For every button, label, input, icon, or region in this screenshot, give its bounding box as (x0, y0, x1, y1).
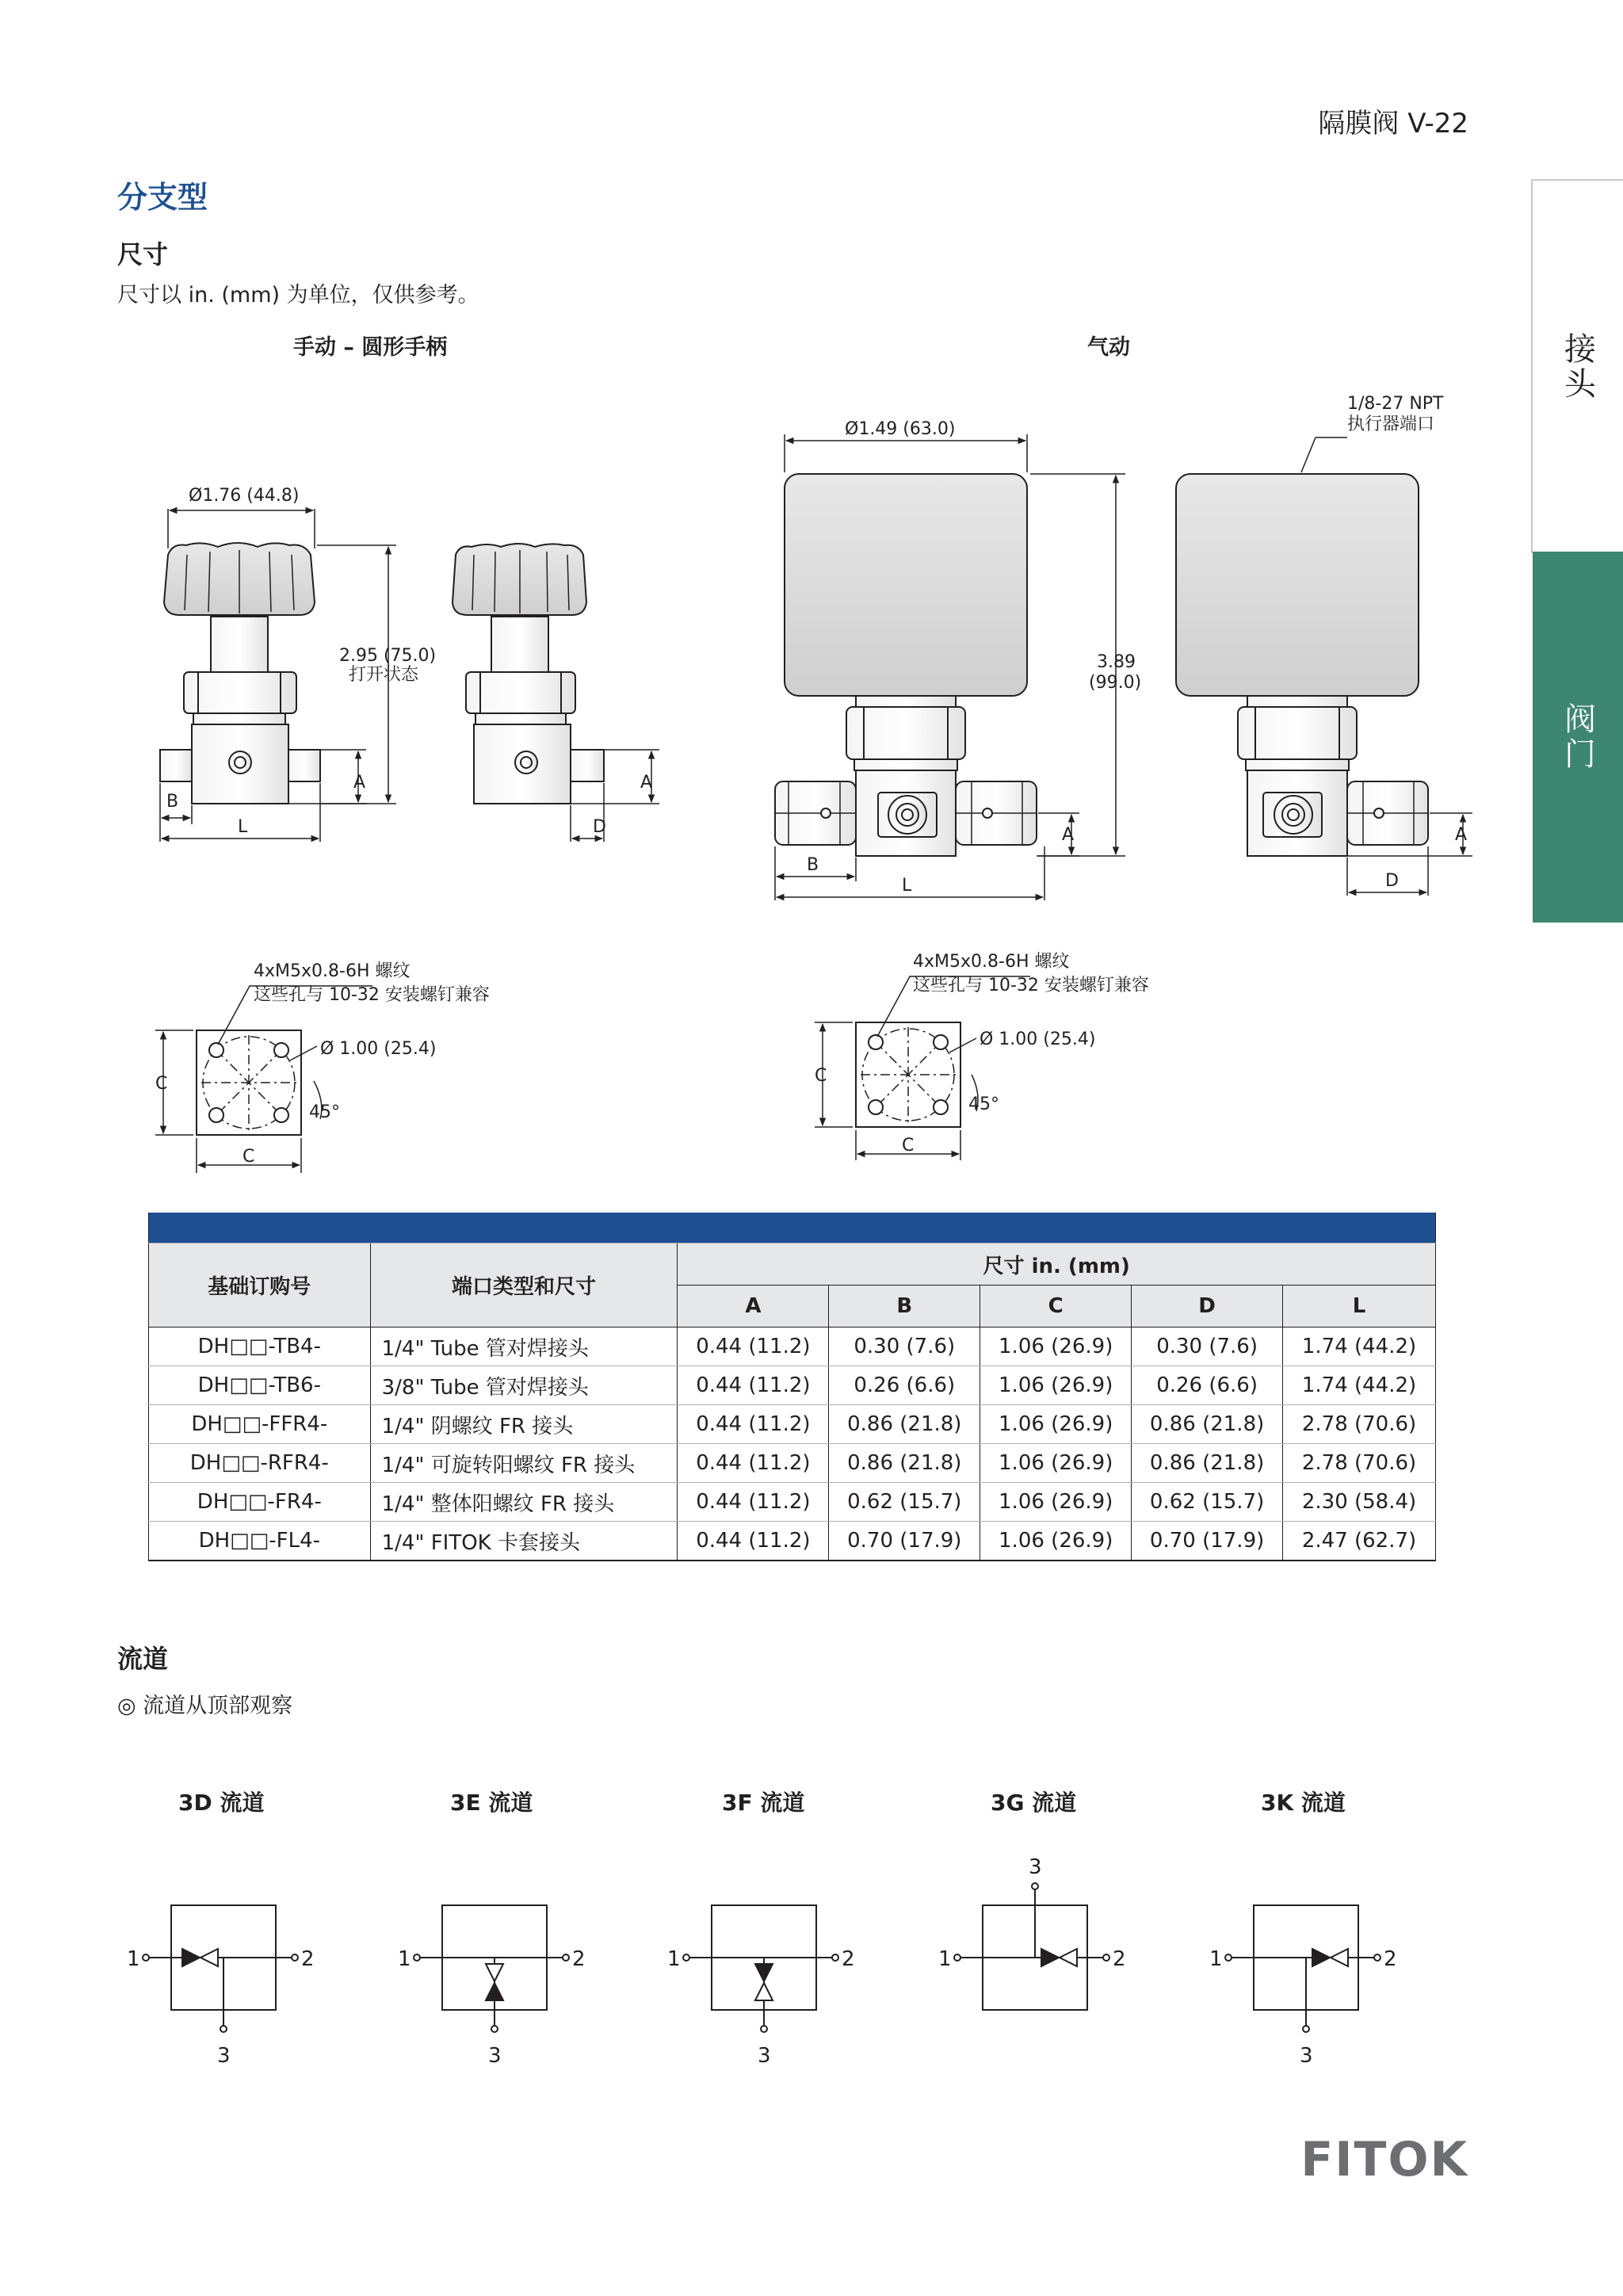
pneumatic-d-label: D (1385, 871, 1399, 891)
pneumatic-b-label: B (807, 855, 819, 875)
dimension-table (148, 1213, 1436, 1561)
flow-3f-p3: 3 (758, 2044, 771, 2068)
dimensions-note: 尺寸以 in. (mm) 为单位，仅供参考。 (117, 283, 479, 308)
cell-b: 0.70 (17.9) (829, 1522, 980, 1561)
cell-a: 0.44 (11.2) (678, 1366, 829, 1405)
cell-part: DH□□-FR4- (149, 1483, 371, 1522)
manual-l-label: L (238, 817, 248, 837)
port-note: 执行器端口 (1347, 415, 1435, 434)
thread-label-manual: 4xM5x0.8-6H 螺纹 (254, 961, 411, 981)
manual-d-label: D (593, 817, 606, 837)
cell-b: 0.62 (15.7) (829, 1483, 980, 1522)
cell-b: 0.30 (7.6) (829, 1328, 980, 1366)
manual-valve-side (453, 544, 604, 804)
bolt-circle-pneumatic: Ø 1.00 (25.4) (980, 1030, 1096, 1049)
table-row (149, 1328, 1436, 1366)
cell-part: DH□□-FFR4- (149, 1405, 371, 1444)
cell-d: 0.30 (7.6) (1132, 1328, 1283, 1366)
section-title: 分支型 (117, 180, 208, 215)
flow-3e-p3: 3 (488, 2044, 502, 2068)
cell-d: 0.86 (21.8) (1132, 1444, 1283, 1483)
flow-3g-p3: 3 (1029, 1855, 1042, 1879)
cell-a: 0.44 (11.2) (678, 1328, 829, 1366)
cell-port: 1/4" Tube 管对焊接头 (370, 1328, 678, 1366)
angle-pneumatic: 45° (968, 1095, 999, 1114)
cell-a: 0.44 (11.2) (678, 1444, 829, 1483)
cell-a: 0.44 (11.2) (678, 1522, 829, 1561)
cell-d: 0.86 (21.8) (1132, 1405, 1283, 1444)
thread-note-manual: 这些孔与 10-32 安装螺钉兼容 (254, 985, 490, 1005)
cell-a: 0.44 (11.2) (678, 1405, 829, 1444)
pneumatic-valve-side (1176, 474, 1428, 856)
manual-valve-front (160, 543, 320, 804)
cell-part: DH□□-RFR4- (149, 1444, 371, 1483)
c-label-manual-h: C (242, 1147, 255, 1167)
manual-dia-label: Ø1.76 (44.8) (189, 486, 300, 506)
c-label-pneumatic-h: C (902, 1136, 915, 1156)
col-part-number: 基础订购号 (149, 1244, 371, 1328)
col-c: C (980, 1286, 1132, 1328)
cell-c: 1.06 (26.9) (980, 1522, 1132, 1561)
cell-l: 2.78 (70.6) (1283, 1444, 1436, 1483)
pneumatic-a-label: A (1062, 825, 1075, 845)
cell-d: 0.62 (15.7) (1132, 1483, 1283, 1522)
pneumatic-height-mm: (99.0) (1089, 673, 1142, 693)
cell-part: DH□□-TB4- (149, 1328, 371, 1366)
flow-3k-p3: 3 (1300, 2044, 1313, 2068)
flow-3g-p1: 1 (938, 1947, 952, 1971)
mounting-pattern-manual (155, 986, 372, 1173)
thread-label-pneumatic: 4xM5x0.8-6H 螺纹 (913, 952, 1070, 972)
cell-l: 1.74 (44.2) (1283, 1328, 1436, 1366)
flow-heading: 流道 (117, 1644, 169, 1674)
flow-3f-p1: 1 (667, 1947, 681, 1971)
manual-height-label: 2.95 (75.0) (339, 646, 437, 666)
side-tab-valves[interactable] (1533, 552, 1623, 923)
manual-caption: 手动 – 圆形手柄 (293, 335, 448, 360)
cell-d: 0.70 (17.9) (1132, 1522, 1283, 1561)
flow-3k-label: 3K 流道 (1261, 1790, 1346, 1816)
flow-diagram-3k (1209, 1905, 1397, 2068)
table-row (149, 1444, 1436, 1483)
flow-3g-p2: 2 (1113, 1947, 1126, 1971)
flow-diagrams (0, 1775, 1506, 2076)
flow-3g-label: 3G 流道 (991, 1790, 1077, 1816)
table-row (149, 1366, 1436, 1405)
flow-3k-p2: 2 (1384, 1947, 1397, 1971)
cell-b: 0.86 (21.8) (829, 1405, 980, 1444)
pneumatic-caption: 气动 (1087, 335, 1130, 360)
cell-l: 1.74 (44.2) (1283, 1366, 1436, 1405)
side-tab-fittings[interactable] (1531, 179, 1623, 553)
bolt-circle-manual: Ø 1.00 (25.4) (320, 1039, 437, 1059)
flow-diagram-3d (127, 1905, 315, 2068)
flow-3f-label: 3F 流道 (722, 1790, 805, 1816)
cell-part: DH□□-TB6- (149, 1366, 371, 1405)
page-label: 隔膜阀 V-22 (1318, 108, 1468, 139)
table-row (149, 1522, 1436, 1561)
cell-a: 0.44 (11.2) (678, 1483, 829, 1522)
pneumatic-height-label: 3.89 (1097, 652, 1136, 672)
manual-height-note: 打开状态 (349, 665, 419, 685)
cell-l: 2.47 (62.7) (1283, 1522, 1436, 1561)
cell-c: 1.06 (26.9) (980, 1366, 1132, 1405)
fitok-logo: FITOK (1300, 2132, 1468, 2187)
col-l: L (1283, 1286, 1436, 1328)
cell-b: 0.26 (6.6) (829, 1366, 980, 1405)
cell-port: 1/4" 阴螺纹 FR 接头 (370, 1405, 678, 1444)
flow-note: ◎ 流道从顶部观察 (117, 1694, 293, 1718)
cell-c: 1.06 (26.9) (980, 1483, 1132, 1522)
flow-3d-p2: 2 (301, 1947, 315, 1971)
c-label-pneumatic-v: C (815, 1066, 827, 1086)
col-d: D (1132, 1286, 1283, 1328)
col-a: A (678, 1286, 829, 1328)
pneumatic-side-a-label: A (1455, 825, 1468, 845)
cell-port: 1/4" 可旋转阳螺纹 FR 接头 (370, 1444, 678, 1483)
cell-port: 1/4" 整体阳螺纹 FR 接头 (370, 1483, 678, 1522)
thread-note-pneumatic: 这些孔与 10-32 安装螺钉兼容 (913, 976, 1149, 995)
flow-3d-p3: 3 (217, 2044, 231, 2068)
c-label-manual-v: C (155, 1074, 168, 1094)
cell-c: 1.06 (26.9) (980, 1328, 1132, 1366)
flow-3d-p1: 1 (127, 1947, 140, 1971)
table-header-bar (149, 1213, 1436, 1244)
cell-d: 0.26 (6.6) (1132, 1366, 1283, 1405)
table-row (149, 1483, 1436, 1522)
pneumatic-valve-front (775, 474, 1037, 856)
pneumatic-dia-label: Ø1.49 (63.0) (845, 419, 956, 439)
col-b: B (829, 1286, 980, 1328)
side-tab-valves-label: 阀门 (1559, 702, 1596, 772)
cell-port: 1/4" FITOK 卡套接头 (370, 1522, 678, 1561)
flow-3e-p1: 1 (398, 1947, 411, 1971)
cell-b: 0.86 (21.8) (829, 1444, 980, 1483)
flow-3e-label: 3E 流道 (450, 1790, 533, 1816)
dimensions-heading: 尺寸 (117, 239, 169, 269)
cell-c: 1.06 (26.9) (980, 1405, 1132, 1444)
side-tab-fittings-label: 接头 (1559, 332, 1596, 402)
flow-3f-p2: 2 (842, 1947, 855, 1971)
flow-diagram-3e (398, 1905, 586, 2068)
angle-manual: 45° (309, 1102, 340, 1122)
flow-diagram-3g (938, 1855, 1126, 2010)
table-row (149, 1405, 1436, 1444)
valve-drawings (0, 0, 1529, 1197)
flow-3e-p2: 2 (572, 1947, 586, 1971)
manual-a-label: A (353, 773, 366, 793)
flow-3d-label: 3D 流道 (178, 1790, 265, 1816)
mounting-pattern-pneumatic (815, 976, 1030, 1160)
flow-3k-p1: 1 (1209, 1947, 1223, 1971)
mounting-patterns (155, 976, 1030, 1173)
col-dimensions: 尺寸 in. (mm) (678, 1244, 1436, 1286)
flow-diagram-3f (667, 1905, 855, 2068)
manual-side-a-label: A (640, 773, 653, 793)
cell-l: 2.78 (70.6) (1283, 1405, 1436, 1444)
cell-l: 2.30 (58.4) (1283, 1483, 1436, 1522)
cell-port: 3/8" Tube 管对焊接头 (370, 1366, 678, 1405)
pneumatic-l-label: L (902, 876, 912, 896)
cell-part: DH□□-FL4- (149, 1522, 371, 1561)
col-port-type: 端口类型和尺寸 (370, 1244, 678, 1328)
cell-c: 1.06 (26.9) (980, 1444, 1132, 1483)
port-label: 1/8-27 NPT (1347, 394, 1444, 414)
manual-b-label: B (166, 792, 179, 812)
